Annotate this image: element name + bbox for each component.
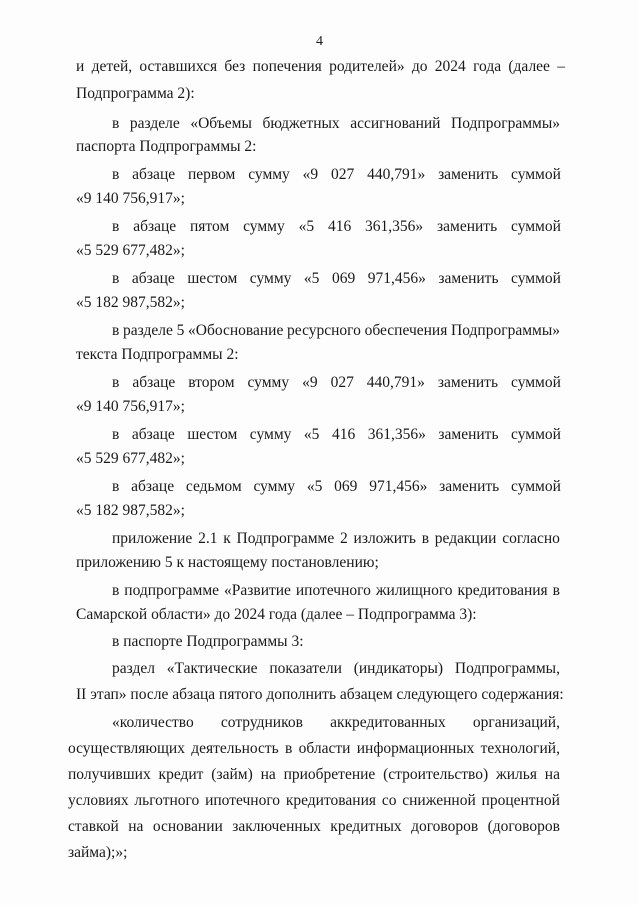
word: 416 — [331, 426, 356, 443]
word: в — [112, 582, 120, 599]
text-line — [112, 166, 561, 184]
word: разделе — [129, 115, 180, 132]
word: ассигнований — [350, 115, 441, 132]
text-line — [68, 766, 560, 784]
word: согласно — [502, 530, 560, 547]
word: «9 — [302, 374, 318, 391]
word: сумму — [249, 270, 292, 287]
text-line: «5 182 987,582»; — [76, 294, 185, 311]
word: разделе — [123, 322, 173, 339]
word: пятом — [190, 218, 230, 235]
word: «Обоснование — [188, 322, 284, 339]
word: условиях — [68, 792, 129, 809]
word: 2.1 — [198, 530, 218, 547]
word: 2024 — [434, 58, 466, 75]
word: в — [112, 478, 120, 495]
word: суммой — [511, 374, 561, 391]
word: 2 — [340, 530, 348, 547]
word: абзаце — [131, 270, 175, 287]
word: в — [112, 115, 120, 132]
word: родителей» — [329, 58, 405, 75]
text-line — [76, 58, 565, 76]
word: 027 — [331, 166, 355, 183]
word: 971,456» — [367, 270, 426, 287]
word: Подпрограммы» — [451, 322, 560, 339]
word: организаций, — [472, 714, 560, 731]
word: кредитования — [285, 792, 377, 809]
word: на — [128, 818, 144, 835]
word: Подпрограммы» — [451, 115, 560, 132]
word: «количество — [112, 714, 194, 731]
word: подпрограмме — [124, 582, 220, 599]
word: сумму — [243, 218, 285, 235]
word: сотрудников — [220, 714, 303, 731]
word: в — [112, 270, 120, 287]
word: заменить — [438, 166, 499, 183]
word: раздел — [112, 660, 155, 677]
word: 416 — [327, 218, 352, 235]
word: «Тактические — [166, 660, 258, 677]
word: основании — [152, 818, 223, 835]
word: заменить — [438, 426, 499, 443]
word: приобретение — [283, 766, 376, 783]
text-line — [68, 740, 560, 758]
word: абзаце — [131, 478, 175, 495]
text-line: «9 140 756,917»; — [76, 398, 185, 415]
word: жилищного — [375, 582, 453, 599]
word: договоров — [411, 818, 479, 835]
text-line: «5 529 677,482»; — [76, 242, 185, 259]
word: абзаце — [132, 166, 176, 183]
word: «Объемы — [190, 115, 252, 132]
word: в — [112, 322, 120, 339]
word: заменить — [437, 374, 499, 391]
word: «Развитие — [224, 582, 291, 599]
word: суммой — [511, 218, 561, 235]
word: 069 — [331, 270, 356, 287]
page-number: 4 — [316, 34, 323, 49]
text-line: «9 140 756,917»; — [76, 190, 185, 207]
word: обеспечения — [364, 322, 448, 339]
word: суммой — [511, 270, 561, 287]
word: получивших — [68, 766, 151, 783]
word: – — [557, 58, 565, 75]
word: процентной — [481, 792, 560, 809]
text-line — [112, 714, 560, 732]
text-line — [68, 792, 560, 810]
word: сумму — [247, 374, 290, 391]
word: (договоров — [487, 818, 560, 835]
word: показатели — [269, 660, 342, 677]
word: области — [298, 740, 351, 757]
word: первом — [187, 166, 236, 183]
word: оставшихся — [139, 58, 218, 75]
word: 440,791» — [367, 166, 426, 183]
word: 069 — [334, 478, 358, 495]
word: информационных — [356, 740, 475, 757]
word: Подпрограммы, — [454, 660, 560, 677]
text-line: «5 182 987,582»; — [76, 502, 185, 519]
word: со — [381, 792, 397, 809]
word: редакции — [434, 530, 497, 547]
word: «9 — [302, 166, 319, 183]
word: в — [552, 582, 560, 599]
text-line: «5 529 677,482»; — [76, 450, 185, 467]
text-line: займа);»; — [68, 844, 128, 861]
word: до — [411, 58, 428, 75]
word: Подпрограмме — [236, 530, 335, 547]
text-line: Подпрограмма 2): — [76, 85, 195, 102]
word: суммой — [511, 426, 561, 443]
word: ипотечного — [295, 582, 371, 599]
word: «5 — [303, 426, 320, 443]
word: осуществляющих — [68, 740, 185, 757]
text-line — [112, 322, 560, 340]
word: в — [112, 218, 120, 235]
word: 5 — [176, 322, 185, 339]
word: аккредитованных — [330, 714, 446, 731]
word: суммой — [511, 478, 561, 495]
word: сумму — [249, 426, 292, 443]
word: в — [285, 740, 293, 757]
word: «5 — [303, 270, 320, 287]
word: в — [112, 374, 120, 391]
text-line: II этап» после абзаца пятого дополнить абзацем следующего содержания: — [76, 686, 564, 703]
word: сумму — [253, 478, 296, 495]
word: 971,456» — [369, 478, 428, 495]
word: (индикаторы) — [353, 660, 444, 677]
word: седьмом — [185, 478, 242, 495]
word: 361,356» — [367, 426, 426, 443]
word: заменить — [437, 218, 498, 235]
word: абзаце — [132, 374, 176, 391]
word: жилья — [496, 766, 537, 783]
word: кредитования — [457, 582, 548, 599]
text-line — [112, 115, 560, 133]
word: абзаце — [131, 426, 175, 443]
word: и — [76, 58, 85, 75]
word: заменить — [438, 270, 499, 287]
word: технологий, — [480, 740, 560, 757]
word: (далее — [508, 58, 550, 75]
word: приложение — [112, 530, 193, 547]
word: ресурсного — [287, 322, 361, 339]
word: в — [112, 166, 120, 183]
word: на — [260, 766, 276, 783]
text-line — [68, 818, 560, 836]
text-line — [112, 374, 561, 392]
word: сумму — [248, 166, 290, 183]
text-line: в паспорте Подпрограммы 3: — [112, 633, 304, 650]
word: (строительство) — [383, 766, 489, 783]
word: кредитных — [330, 818, 402, 835]
text-line — [112, 530, 560, 548]
text-line: Самарской области» до 2024 года (далее – Подпрограмма 3): — [76, 606, 477, 623]
word: заменить — [439, 478, 500, 495]
word: в — [112, 426, 120, 443]
word: 440,791» — [366, 374, 425, 391]
word: ипотечного — [205, 792, 281, 809]
word: заключенных — [232, 818, 321, 835]
text-line — [112, 218, 561, 236]
word: в — [421, 530, 430, 547]
text-line — [112, 426, 561, 444]
word: шестом — [187, 426, 238, 443]
word: без — [224, 58, 246, 75]
word: 361,356» — [365, 218, 424, 235]
text-line: паспорта Подпрограммы 2: — [76, 138, 257, 155]
word: ставкой — [68, 818, 119, 835]
word: года — [473, 58, 502, 75]
word: сниженной — [402, 792, 476, 809]
word: шестом — [187, 270, 238, 287]
word: к — [223, 530, 231, 547]
text-line — [112, 582, 560, 600]
word: на — [544, 766, 560, 783]
text-line: приложению 5 к настоящему постановлению; — [76, 554, 379, 571]
text-line — [112, 660, 560, 678]
word: деятельность — [191, 740, 279, 757]
word: кредит — [158, 766, 204, 783]
word: бюджетных — [262, 115, 340, 132]
word: изложить — [353, 530, 416, 547]
word: льготного — [134, 792, 200, 809]
text-line — [112, 270, 561, 288]
word: суммой — [511, 166, 561, 183]
word: абзаце — [133, 218, 177, 235]
word: (займ) — [211, 766, 253, 783]
text-line — [112, 478, 561, 496]
word: втором — [188, 374, 235, 391]
word: 027 — [330, 374, 354, 391]
word: «5 — [298, 218, 315, 235]
text-line: текста Подпрограммы 2: — [76, 346, 239, 363]
word: «5 — [306, 478, 323, 495]
word: детей, — [91, 58, 133, 75]
word: попечения — [252, 58, 322, 75]
